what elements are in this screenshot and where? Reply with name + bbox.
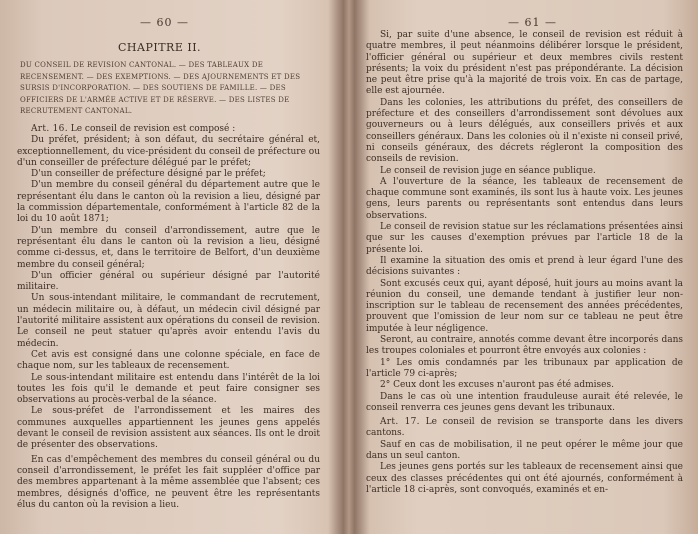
paragraph: Dans les colonies, les attributions du préfet, des conseillers de préfecture et des conseillers d'arrondissement sont dévolues aux gouverneurs ou à leurs délégués, aux conseillers privés et aux conseillers généraux. Dans les colonies où il n'existe ni conseil privé, ni conseils généraux, des décrets régleront la composition des conseils de revision.: [366, 97, 683, 165]
article-16-label: Art. 16.: [31, 124, 68, 134]
right-body-text: [366, 30, 683, 496]
chapter-summary: DU CONSEIL DE REVISION CANTONAL. — DES TABLEAUX DE RECENSEMENT. — DES EXEMPTIONS. — DES AJOURNEMENTS ET DES SURSIS D'INCORPORATION. — DES SOUTIENS DE FAMILLE. — DES OFFICIERS DE L'ARMÉE ACTIVE ET DE RÉSERVE. — DES LISTES DE RECRUTEMENT CANTONAL.: [20, 61, 301, 116]
paragraph: 1° Les omis condamnés par les tribunaux par application de l'article 79 ci-après;: [366, 357, 683, 379]
paragraph: D'un officier général ou supérieur désigné par l'autorité militaire.: [17, 270, 320, 293]
right-page: [348, 0, 698, 534]
article-16-heading: [17, 124, 320, 135]
paragraph: 2° Ceux dont les excuses n'auront pas été admises.: [380, 380, 614, 391]
paragraph: Sont excusés ceux qui, ayant déposé, huit jours au moins avant la réunion du conseil, une demande tendant à justifier leur non-inscription sur le tableau de recensement des années précédentes, prouvent que l'omission de leur nom sur ce tableau ne peut être imputée à leur négligence.: [366, 278, 683, 334]
article-17-text: Le conseil de revision se transporte dans les divers cantons.: [366, 417, 683, 439]
paragraph: D'un conseiller de préfecture désigné par le préfet;: [31, 169, 266, 180]
chapter-title: CHAPITRE II.: [118, 41, 202, 54]
article-17-heading: [366, 417, 683, 440]
paragraph: Un sous-intendant militaire, le commandant de recrutement, un médecin militaire ou, à défaut, un médecin civil désigné par l'autorité militaire assistent aux opérations du conseil de revision. Le conseil ne peut statuer qu'après avoir entendu l'avis du médecin.: [17, 293, 320, 349]
paragraph: Sauf en cas de mobilisation, il ne peut opérer le même jour que dans un seul canton.: [366, 439, 683, 461]
paragraph: Si, par suite d'une absence, le conseil de revision est réduit à quatre membres, il peut néanmoins délibérer lorsque le président, l'officier général ou supérieur et deux membres civils restent présents; la voix du président n'est pas prépondérante. La décision ne peut être prise qu'à la majorité de trois voix. En cas de partage, elle est ajournée.: [366, 30, 683, 97]
article-16-intro: Le conseil de revision est composé :: [70, 124, 236, 134]
paragraph: D'un membre du conseil général du département autre que le représentant élu dans le canton où la revision a lieu, désigné par la commission départementale, conformément à l'article 82 de la loi du 10 août 1871;: [17, 180, 320, 225]
paragraph: Le conseil de revision juge en séance publique.: [380, 165, 596, 176]
left-page: [0, 0, 343, 534]
paragraph: D'un membre du conseil d'arrondissement, autre que le représentant élu dans le canton où la revision a lieu, désigné comme ci-dessus, et, dans le territoire de Belfort, d'un deuxième membre du conseil général;: [17, 225, 320, 270]
paragraph: Dans le cas où une intention frauduleuse aurait été relevée, le conseil renverra ces jeunes gens devant les tribunaux.: [366, 391, 683, 413]
article-17-label: Art. 17.: [380, 417, 420, 428]
paragraph: A l'ouverture de la séance, les tableaux de recensement de chaque commune sont examinés, ils sont lus à haute voix. Les jeunes gens, leurs parents ou représentants sont entendus dans leurs observations.: [366, 176, 683, 221]
paragraph: Du préfet, président; à son défaut, du secrétaire général et, exceptionnellement, du vice-président du conseil de préfecture ou d'un conseiller de préfecture délégué par le préfet;: [17, 135, 320, 168]
page-number-left: — 60 —: [140, 16, 189, 29]
paragraph: Les jeunes gens portés sur les tableaux de recensement ainsi que ceux des classes précédentes qui ont été ajournés, conformément à l'article 18 ci-après, sont convoqués, examinés et en-: [366, 462, 683, 495]
paragraph: En cas d'empêchement des membres du conseil général ou du conseil d'arrondissement, le préfet les fait suppléer d'office par des membres appartenant à la même assemblée que l'absent; ces membres, désignés d'office, ne peuvent être les représentants élus du canton où la revision a lieu.: [17, 454, 320, 510]
page-number-right: — 61 —: [508, 16, 557, 29]
paragraph: Le conseil de revision statue sur les réclamations présentées ainsi que sur les causes d'exemption prévues par l'article 18 de la présente loi.: [366, 222, 683, 255]
paragraph: Il examine la situation des omis et prend à leur égard l'une des décisions suivantes :: [366, 255, 683, 278]
paragraph: Le sous-préfet de l'arrondissement et les maires des communes auxquelles appartiennent les jeunes gens appelés devant le conseil de revision assistent aux séances. Ils ont le droit de présenter des observations.: [17, 406, 320, 451]
paragraph: Seront, au contraire, annotés comme devant être incorporés dans les troupes coloniales et pourront être envoyés aux colonies :: [366, 335, 683, 357]
paragraph: Cet avis est consigné dans une colonne spéciale, en face de chaque nom, sur les tableaux de recensement.: [17, 349, 320, 372]
paragraph: Le sous-intendant militaire est entendu dans l'intérêt de la loi toutes les fois qu'il le demande et peut faire consigner ses observations au procès-verbal de la séance.: [17, 372, 320, 406]
left-body-text: [17, 124, 320, 511]
